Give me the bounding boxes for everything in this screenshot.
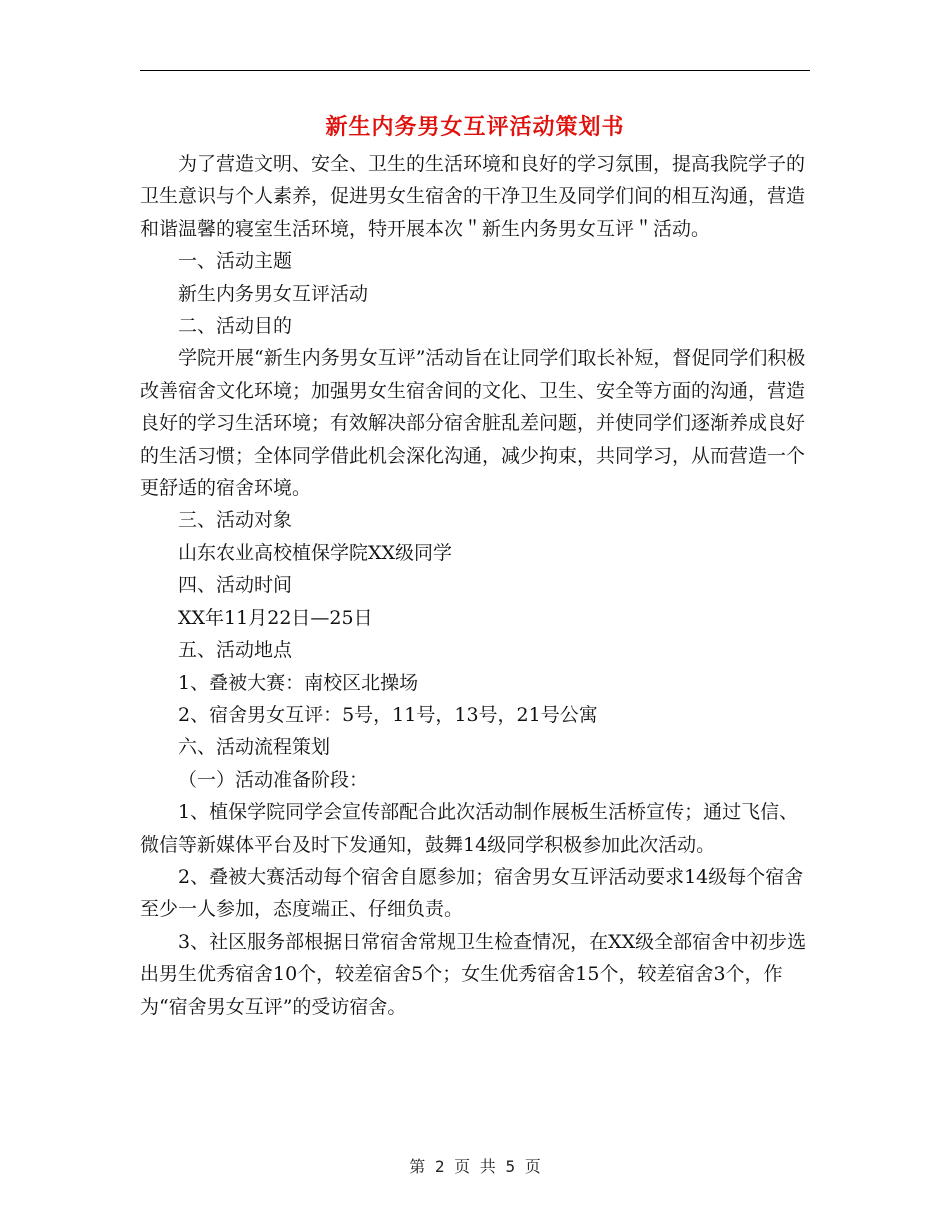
page-label-post: 页: [524, 1157, 541, 1176]
theme-text: 新生内务男女互评活动: [178, 282, 369, 305]
time-text: XX年11月22日—25日: [178, 606, 373, 629]
document-title: 新生内务男女互评活动策划书: [325, 114, 625, 140]
page-label-mid: 页 共: [454, 1157, 496, 1176]
prep-item-2: 2、叠被大赛活动每个宿舍自愿参加；宿舍男女互评活动要求14级每个宿舍至少一人参加，态度端正、仔细负责。: [140, 865, 804, 921]
section-heading-process: 六、活动流程策划: [178, 736, 331, 759]
prep-item-3: 3、社区服务部根据日常宿舍常规卫生检查情况，在XX级全部宿舍中初步选出男生优秀宿舍10个，较差宿舍5个；女生优秀宿舍15个，较差宿舍3个，作为“宿舍男女互评”的受访宿舍。: [140, 930, 807, 1018]
section-heading-purpose: 二、活动目的: [178, 315, 293, 338]
document-body: [140, 148, 810, 1023]
page-footer: [0, 1154, 950, 1177]
page-current: 2: [434, 1157, 445, 1176]
header-rule: [140, 70, 810, 71]
location-item-1: 1、叠被大赛：南校区北操场: [178, 671, 419, 694]
section-heading-target: 三、活动对象: [178, 509, 293, 532]
section-heading-theme: 一、活动主题: [178, 250, 293, 273]
location-item-2: 2、宿舍男女互评：5号，11号，13号，21号公寓: [178, 703, 598, 726]
subsection-heading-prep: （一）活动准备阶段：: [178, 768, 369, 791]
prep-item-1: 1、植保学院同学会宣传部配合此次活动制作展板生活桥宣传；通过飞信、微信等新媒体平台及时下发通知，鼓舞14级同学积极参加此次活动。: [140, 801, 799, 856]
section-heading-location: 五、活动地点: [178, 639, 293, 662]
section-heading-time: 四、活动时间: [178, 574, 293, 597]
target-text: 山东农业高校植保学院XX级同学: [178, 541, 453, 564]
purpose-paragraph: 学院开展“新生内务男女互评”活动旨在让同学们取长补短，督促同学们积极改善宿舍文化环境；加强男女生宿舍间的文化、卫生、安全等方面的沟通，营造良好的学习生活环境；有效解决部分宿舍脏乱差问题，并使同学们逐渐养成良好的生活习惯；全体同学借此机会深化沟通，减少拘束，共同学习，从而营造一个更舒适的宿舍环境。: [140, 347, 806, 500]
intro-paragraph: 为了营造文明、安全、卫生的生活环境和良好的学习氛围，提高我院学子的卫生意识与个人素养，促进男女生宿舍的干净卫生及同学们间的相互沟通，营造和谐温馨的寝室生活环境，特开展本次＂新生内务男女互评＂活动。: [140, 153, 806, 240]
page-label-pre: 第: [409, 1157, 426, 1176]
page-total: 5: [505, 1157, 516, 1176]
